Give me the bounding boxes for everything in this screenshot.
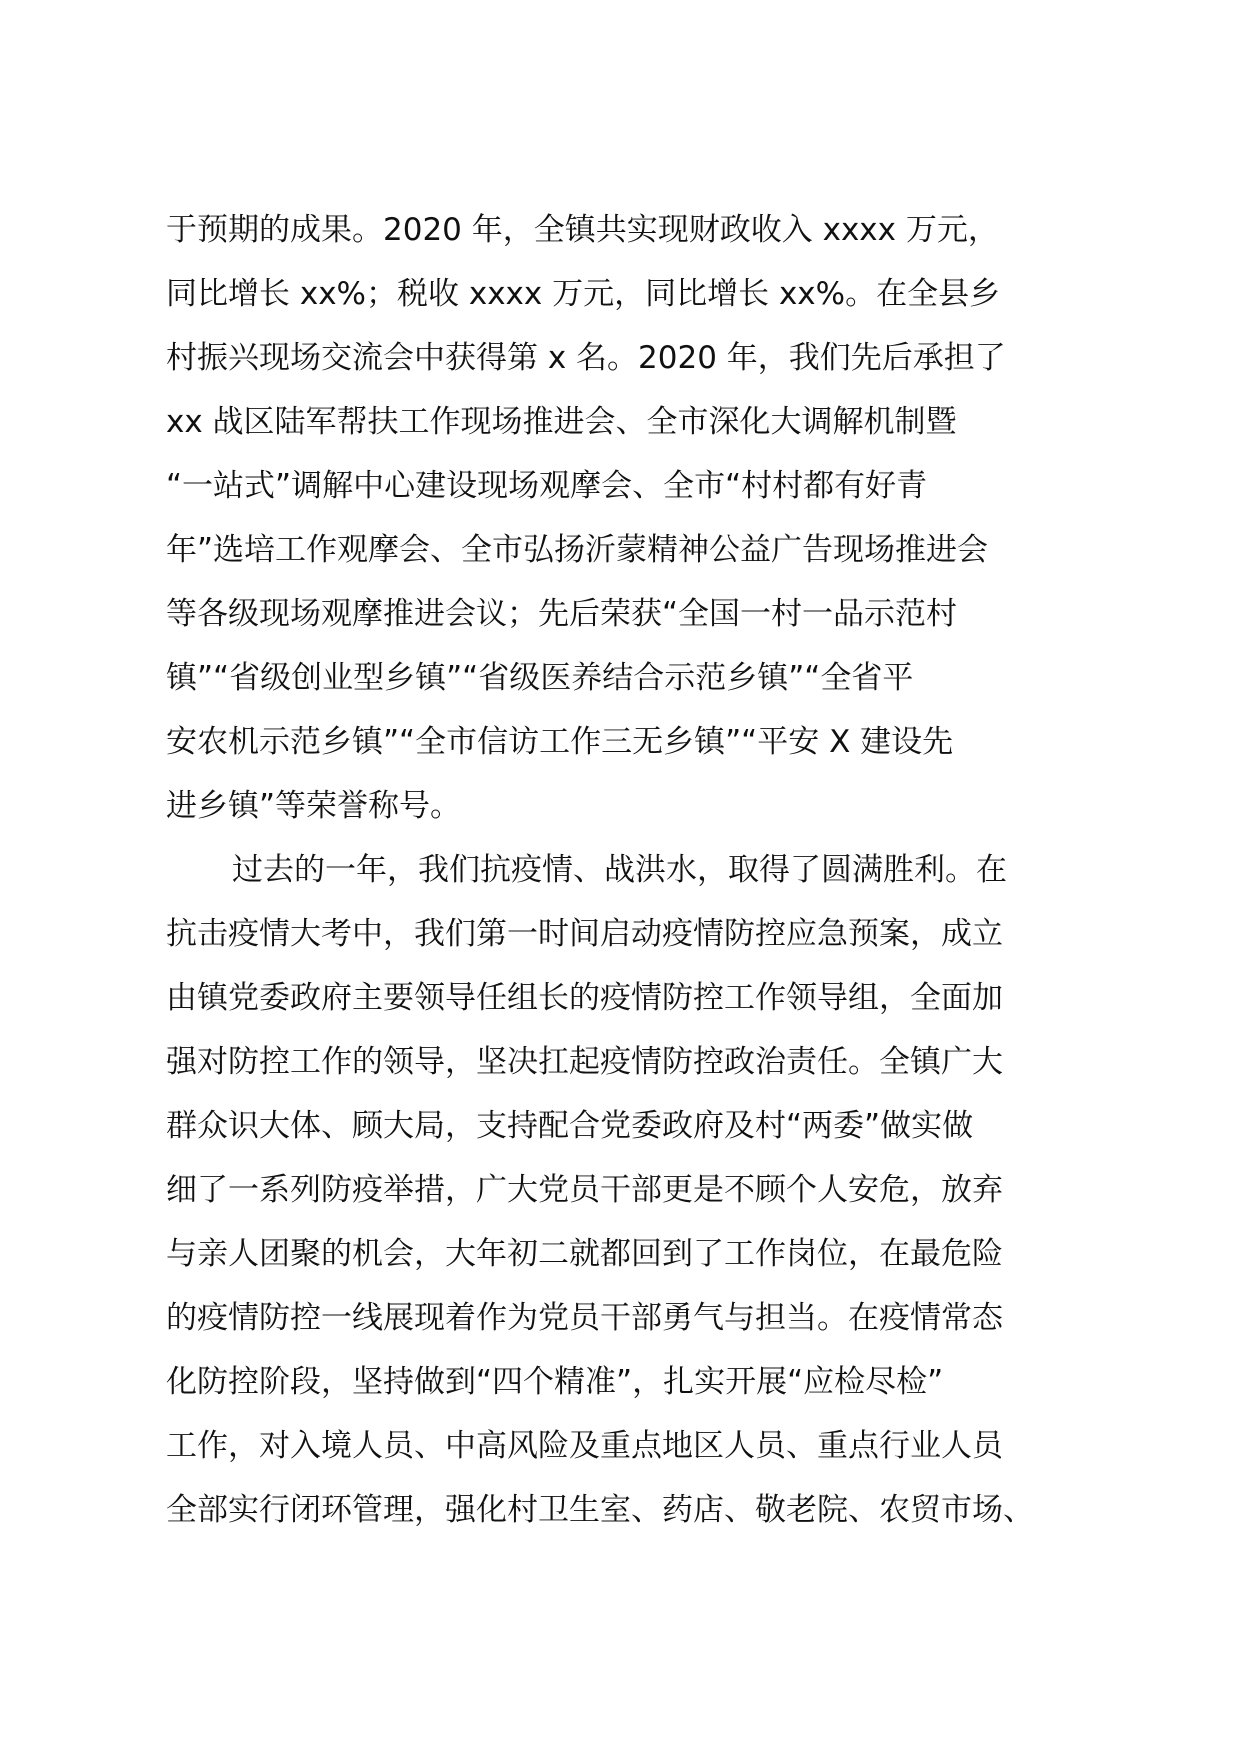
text-line: xx 战区陆军帮扶工作现场推进会、全市深化大调解机制暨 <box>166 404 957 440</box>
text-line: 全部实行闭环管理，强化村卫生室、药店、敬老院、农贸市场、 <box>166 1492 1034 1528</box>
text-line: 同比增长 xx%；税收 xxxx 万元，同比增长 xx%。在全县乡 <box>166 276 1001 312</box>
text-line: 年”选培工作观摩会、全市弘扬沂蒙精神公益广告现场推进会 <box>166 532 989 568</box>
text-line: 进乡镇”等荣誉称号。 <box>166 788 462 824</box>
text-line: 强对防控工作的领导，坚决扛起疫情防控政治责任。全镇广大 <box>166 1044 1003 1080</box>
text-line: 等各级现场观摩推进会议；先后荣获“全国一村一品示范村 <box>166 596 958 632</box>
text-line: 群众识大体、顾大局，支持配合党委政府及村“两委”做实做 <box>166 1108 974 1144</box>
text-line: 与亲人团聚的机会，大年初二就都回到了工作岗位，在最危险 <box>166 1236 1003 1272</box>
body-text <box>166 198 1086 1542</box>
text-line: 工作，对入境人员、中高风险及重点地区人员、重点行业人员 <box>166 1428 1003 1464</box>
text-line: 镇”“省级创业型乡镇”“省级医养结合示范乡镇”“全省平 <box>166 660 914 696</box>
paragraph-first-line: 过去的一年，我们抗疫情、战洪水，取得了圆满胜利。在 <box>232 852 1007 888</box>
text-line: 的疫情防控一线展现着作为党员干部勇气与担当。在疫情常态 <box>166 1300 1003 1336</box>
text-line: 于预期的成果。2020 年，全镇共实现财政收入 xxxx 万元， <box>166 212 999 248</box>
text-line: 由镇党委政府主要领导任组长的疫情防控工作领导组，全面加 <box>166 980 1003 1016</box>
text-line: 抗击疫情大考中，我们第一时间启动疫情防控应急预案，成立 <box>166 916 1003 952</box>
text-line: 细了一系列防疫举措，广大党员干部更是不顾个人安危，放弃 <box>166 1172 1003 1208</box>
text-line: 安农机示范乡镇”“全市信访工作三无乡镇”“平安 X 建设先 <box>166 724 954 760</box>
text-line: 村振兴现场交流会中获得第 x 名。2020 年，我们先后承担了 <box>166 340 1006 376</box>
text-line: 化防控阶段，坚持做到“四个精准”，扎实开展“应检尽检” <box>166 1364 944 1400</box>
text-line: “一站式”调解中心建设现场观摩会、全市“村村都有好青 <box>166 468 928 504</box>
